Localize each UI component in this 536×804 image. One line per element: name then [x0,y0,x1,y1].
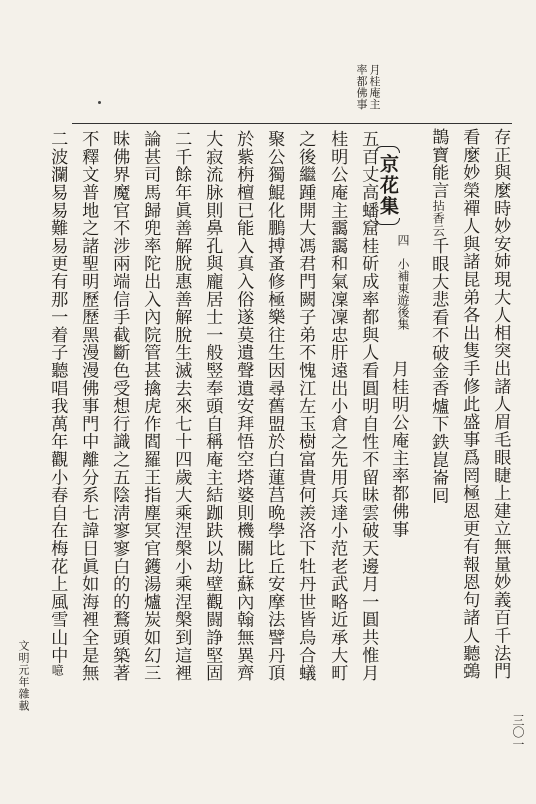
text-line-14: 不釋文普地之諸聖明歷歷黑漫漫佛事門中離分系七諱日眞如海裡全是無 [78,130,99,682]
text-line-12: 論甚司馬歸兜率陀出入內院管甚擒虎作閻羅王指塵冥官鑊湯爐炭如幻三 [140,130,161,682]
text-line-10: 大寂流脉則鼻孔與龐居士一般竪奉頭自稱庵主結跏趺以劫壁觀闘諍堅固 [202,130,223,682]
text-line-5: 五百丈高蟠窟桂斫成率都與人看圓明自性不留昧雲破天邊月一圓共惟月 [358,130,379,682]
text-line-3-head: 鵲寶能言 [428,128,449,200]
text-line-8: 聚公獨鯤化鵬搏蚤修極樂往生因尋舊盟於白蓮莒晩學比丘安摩法譬丹頂 [264,130,285,682]
text-line-3-end: 囘 [428,486,449,505]
text-line-7: 之後繼踵開大馮君門闕子弟不愧江左玉樹富貴何羨洛下牡丹世皆烏合蟻 [295,130,316,682]
text-line-3 [428,128,449,505]
text-line-6: 桂明公庵主靄靄和氣凜凜忠肝遠出小倉之先用兵達小范老武略近承大町 [327,130,348,682]
text-line-13: 昧佛界魔官不涉兩端信手截斷色受想行識之五陰淸寥寥白的的鶩頭築著 [109,130,130,682]
text-line-1: 存正與麼時妙安姉現大人相突出諸人眉毛眼睫上建立無量妙義百千法門 [490,128,511,680]
header-title-left: 率都佛事 [355,64,368,110]
text-line-15 [47,130,68,677]
text-line-15-body: 二波瀾易易難易更有那一着子聽唱我萬年觀小春自在梅花上風雪山中 [47,130,68,664]
subtitle-number: 四 [396,234,410,246]
text-line-9: 於紫栴檀已能入真入俗遂莫遺聲遺安拜悟空塔婆則機關比蘇內翰無異齊 [233,130,254,682]
text-line-heading: 月桂明公庵主率都佛事 [388,360,409,538]
header-rule [72,123,512,124]
footer-title: 文明元年雜載 [17,640,30,712]
text-line-3-small: 拈香云 [431,199,446,238]
header-title-right: 月桂庵主 [368,64,381,110]
section-title: 京花集 [377,150,398,221]
text-line-3-rest: 千眼大悲看不破金香爐下鉄崑崙 [428,237,449,487]
subtitle-collection: 小補東遊後集 [396,258,410,330]
text-line-15-small: 噫 [50,664,65,677]
page-number: 三〇一 [511,714,525,750]
page-mark [98,101,101,104]
text-line-11: 二千餘年眞善解脫惠善解脫生滅去來七十四歲大乘涅槃小乘涅槃到這裡 [171,130,192,682]
text-line-2: 看麼妙榮禪人與諸昆弟各出隻手修此盛事爲罔極恩更有報恩句諸人聽鵶 [459,128,480,680]
